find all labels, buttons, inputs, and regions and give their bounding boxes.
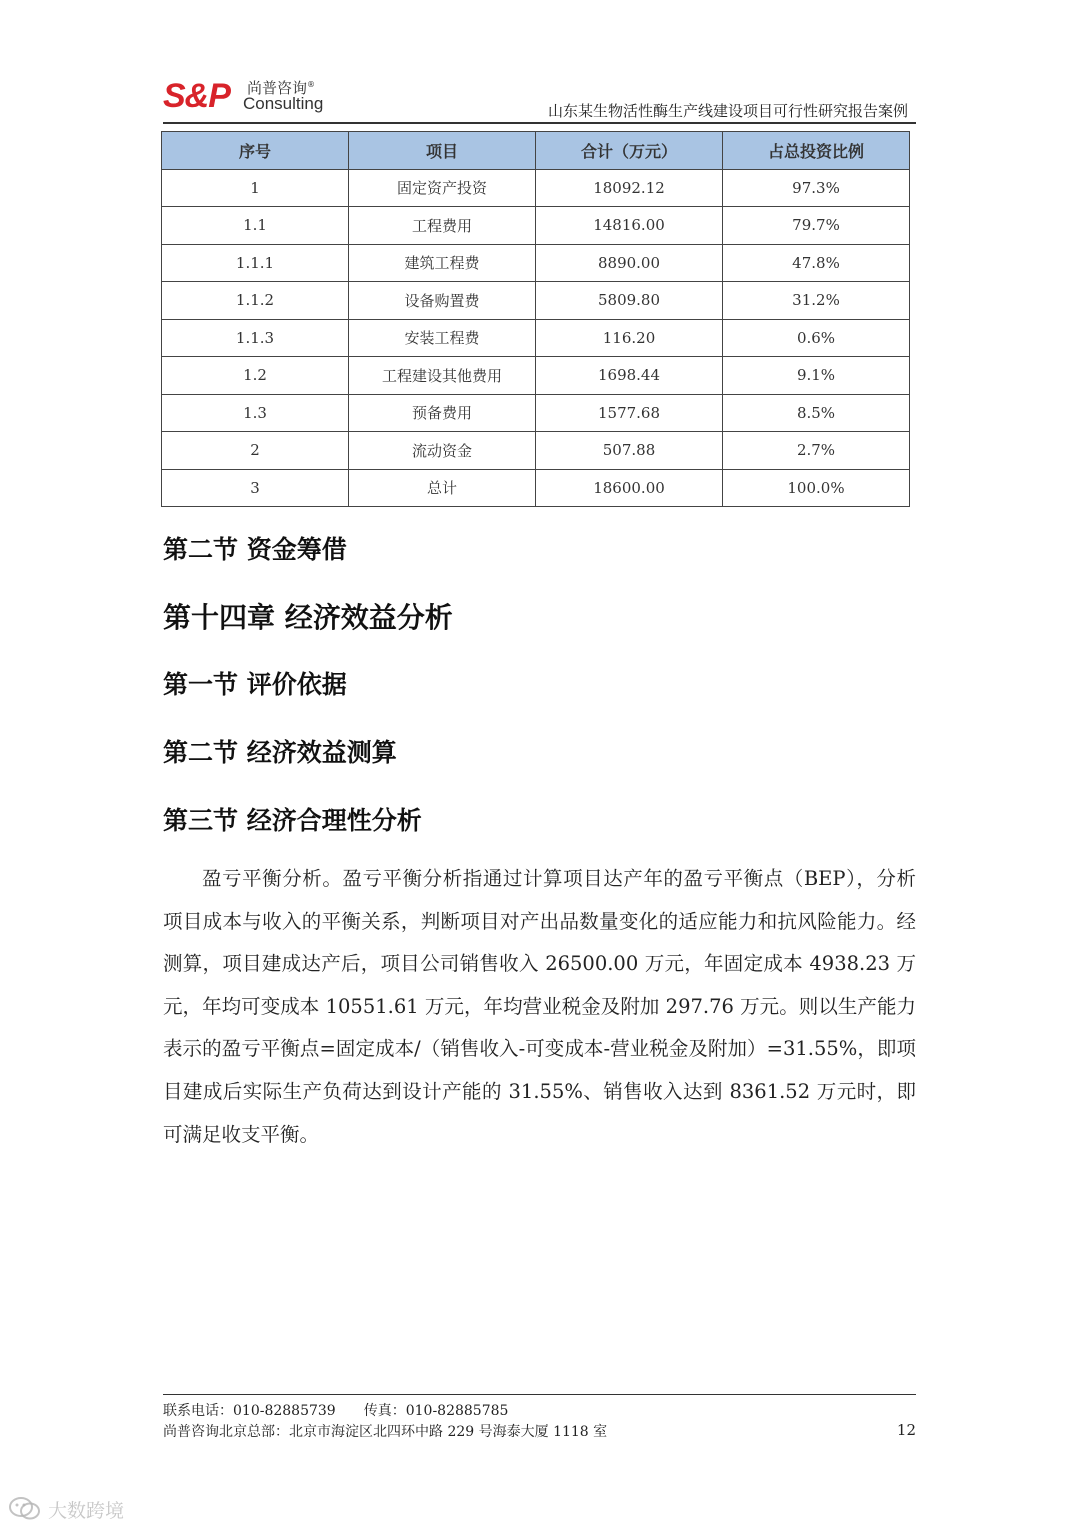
table-cell: 工程建设其他费用 — [349, 357, 536, 395]
company-logo — [163, 76, 343, 116]
logo-chinese-name: 尚普咨询® — [247, 79, 316, 97]
section-heading-financing: 第二节 资金筹借 — [163, 535, 347, 564]
table-cell: 97.3% — [723, 169, 910, 207]
footer-address: 尚普咨询北京总部：北京市海淀区北四环中路 229 号海泰大厦 1118 室 — [163, 1424, 608, 1440]
section-heading-evaluation-basis: 第一节 评价依据 — [163, 670, 347, 699]
logo-mark: S&P — [163, 77, 230, 115]
table-cell: 47.8% — [723, 244, 910, 282]
table-cell: 2.7% — [723, 432, 910, 470]
investment-table — [161, 131, 910, 507]
wechat-icon — [8, 1496, 42, 1522]
column-header-index: 序号 — [162, 132, 349, 170]
table-cell: 1 — [162, 169, 349, 207]
footer-phone: 联系电话：010-82885739 — [163, 1403, 336, 1419]
table-cell: 18092.12 — [536, 169, 723, 207]
table-row — [162, 282, 910, 320]
table-cell: 5809.80 — [536, 282, 723, 320]
table-row — [162, 319, 910, 357]
table-cell: 1577.68 — [536, 394, 723, 432]
table-cell: 预备费用 — [349, 394, 536, 432]
breakeven-analysis-paragraph: 盈亏平衡分析。盈亏平衡分析指通过计算项目达产年的盈亏平衡点（BEP），分析项目成本与收入的平衡关系，判断项目对产出品数量变化的适应能力和抗风险能力。经测算，项目建成达产后，项目公司销售收入 26500.00 万元，年固定成本 4938.23 万元，年均可变成本 10551.61 万元，年均营业税金及附加 297.76 万元。则以生产能力表示的盈亏平衡点=固定成本/（销售收入-可变成本-营业税金及附加）=31.55%，即项目建成后实际生产负荷达到设计产能的 31.55%、销售收入达到 8361.52 万元时，即可满足收支平衡。 — [163, 867, 916, 1146]
table-cell: 31.2% — [723, 282, 910, 320]
table-cell: 1.1.2 — [162, 282, 349, 320]
table-cell: 100.0% — [723, 469, 910, 507]
table-row — [162, 357, 910, 395]
table-row — [162, 169, 910, 207]
column-header-ratio: 占总投资比例 — [723, 132, 910, 170]
column-header-total: 合计（万元） — [536, 132, 723, 170]
footer-divider — [163, 1394, 916, 1395]
watermark — [8, 1494, 124, 1524]
table-cell: 8.5% — [723, 394, 910, 432]
table-cell: 9.1% — [723, 357, 910, 395]
footer-contact — [163, 1400, 508, 1420]
table-cell: 1.3 — [162, 394, 349, 432]
table-cell: 建筑工程费 — [349, 244, 536, 282]
header-divider — [163, 122, 916, 124]
column-header-item: 项目 — [349, 132, 536, 170]
table-cell: 8890.00 — [536, 244, 723, 282]
table-cell: 总计 — [349, 469, 536, 507]
table-row — [162, 394, 910, 432]
table-cell: 507.88 — [536, 432, 723, 470]
table-cell: 0.6% — [723, 319, 910, 357]
document-title: 山东某生物活性酶生产线建设项目可行性研究报告案例 — [547, 102, 908, 120]
table-cell: 1.2 — [162, 357, 349, 395]
table-cell: 固定资产投资 — [349, 169, 536, 207]
page-number: 12 — [896, 1421, 916, 1439]
section-heading-rationality-analysis: 第三节 经济合理性分析 — [163, 806, 422, 835]
section-heading-benefit-calculation: 第二节 经济效益测算 — [163, 738, 397, 767]
logo-english-name: Consulting — [243, 94, 324, 113]
table-cell: 2 — [162, 432, 349, 470]
chapter-heading-economic-analysis: 第十四章 经济效益分析 — [163, 601, 453, 634]
table-cell: 安装工程费 — [349, 319, 536, 357]
table-cell: 3 — [162, 469, 349, 507]
table-row — [162, 469, 910, 507]
table-row — [162, 207, 910, 245]
table-cell: 设备购置费 — [349, 282, 536, 320]
watermark-text: 大数跨境 — [48, 1499, 125, 1522]
table-cell: 1.1.3 — [162, 319, 349, 357]
table-cell: 1698.44 — [536, 357, 723, 395]
table-cell: 14816.00 — [536, 207, 723, 245]
table-cell: 1.1 — [162, 207, 349, 245]
table-cell: 工程费用 — [349, 207, 536, 245]
footer-fax: 传真：010-82885785 — [363, 1403, 509, 1419]
table-cell: 79.7% — [723, 207, 910, 245]
table-row — [162, 432, 910, 470]
table-cell: 流动资金 — [349, 432, 536, 470]
table-cell: 18600.00 — [536, 469, 723, 507]
table-cell: 1.1.1 — [162, 244, 349, 282]
table-header-row — [162, 132, 910, 170]
table-cell: 116.20 — [536, 319, 723, 357]
table-row — [162, 244, 910, 282]
